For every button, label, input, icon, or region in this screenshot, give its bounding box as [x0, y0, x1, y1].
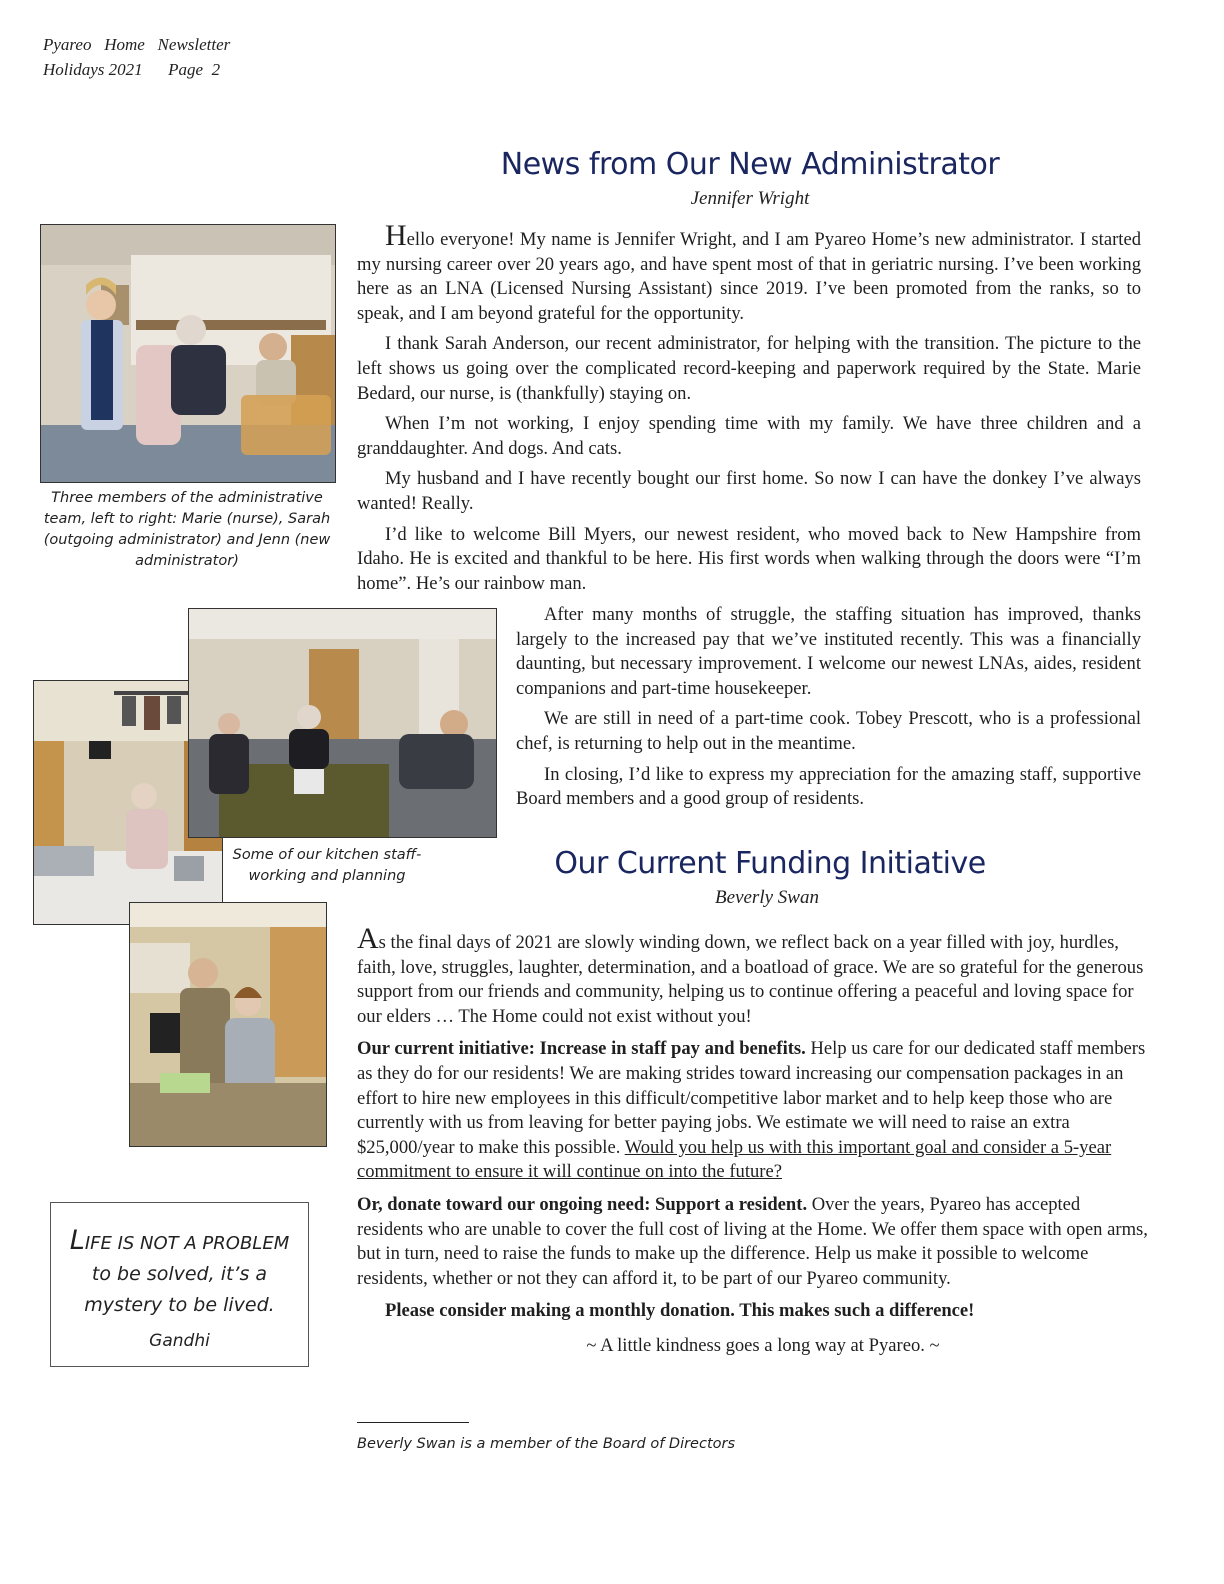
- article-byline-swan: Beverly Swan: [715, 887, 819, 908]
- admin-paragraph-6: After many months of struggle, the staffing situation has improved, thanks largely to the increased pay that we’ve instituted recently. This was a financially daunting, but necessary improvement. I welcome our newest LNAs, aides, resident companions and part-time housekeeper.: [516, 604, 1141, 699]
- article-body-administrator: [357, 219, 1141, 602]
- funding-paragraph-1: [357, 922, 1149, 1029]
- quote-rest: to be solved, it’s a mystery to be lived.: [84, 1263, 275, 1316]
- funding-paragraph-3: [357, 1193, 1149, 1291]
- admin-paragraph-5: I’d like to welcome Bill Myers, our newest resident, who moved back to New Hampshire from Idaho. He is excited and thankful to be here. His first words when walking through the doors were “I’m home”. He’s our rainbow man.: [357, 523, 1141, 594]
- admin-drop-cap: H: [385, 219, 407, 252]
- footnote-divider: [357, 1422, 469, 1423]
- admin-paragraph-2: I thank Sarah Anderson, our recent administrator, for helping with the transition. The picture to the left shows us going over the complicated record-keeping and paperwork required by the State. Marie Bedard, our nurse, is (thankfully) staying on.: [357, 333, 1141, 404]
- funding-paragraph-2-text: Help us care for our dedicated staff members as they do for our residents! We are making strides toward increasing our compensation packages in an effort to hire new employees in this difficult/competitive labor market and to help keep those who are currently with us from leaving for better paying jobs. We estimate we will need to raise an extra $25,000/year to make this possible.: [357, 1038, 1146, 1158]
- kitchen-photo-caption: Some of our kitchen staff- working and planning: [232, 847, 422, 884]
- kitchen-staff-illustration: [130, 903, 326, 1146]
- admin-team-photo: [40, 224, 336, 483]
- article-title-funding: Our Current Funding Initiative: [554, 846, 986, 881]
- kitchen-planning-illustration: [189, 609, 496, 837]
- kitchen-planning-photo: [188, 608, 497, 838]
- funding-initiative-heading: Our current initiative: Increase in staff pay and benefits.: [357, 1038, 806, 1060]
- kitchen-staff-photo: [129, 902, 327, 1147]
- funding-support-heading: Support a resident.: [650, 1193, 808, 1215]
- funding-ongoing-heading: Or, donate toward our ongoing need:: [357, 1193, 651, 1215]
- funding-commitment-request: Would you help us with this important goal and consider a 5-year commitment to ensure it will continue on into the future?: [357, 1136, 1112, 1183]
- header-line-1: Pyareo Home Newsletter: [43, 35, 231, 54]
- article-body-funding: [357, 922, 1149, 1367]
- admin-paragraph-8: In closing, I’d like to express my appreciation for the amazing staff, supportive Board members and a good group of residents.: [516, 763, 1141, 810]
- admin-paragraph-3: When I’m not working, I enjoy spending time with my family. We have three children and a granddaughter. And dogs. And cats.: [357, 413, 1141, 459]
- article-body-administrator-continued: [516, 603, 1141, 818]
- funding-closing: ~ A little kindness goes a long way at Pyareo. ~: [586, 1334, 940, 1356]
- article-title-administrator: News from Our New Administrator: [500, 147, 1000, 182]
- quote-author: Gandhi: [149, 1331, 210, 1351]
- funding-drop-cap: A: [357, 922, 379, 955]
- author-footnote: Beverly Swan is a member of the Board of Directors: [357, 1436, 736, 1452]
- funding-paragraph-3-text: Over the years, Pyareo has accepted residents who are unable to cover the full cost of living at the Home. We offer them space with open arms, but in turn, need to raise the funds to make up the difference. Help us make it possible to welcome residents, whether or not they can afford it, to be part of our Pyareo community.: [357, 1193, 1148, 1289]
- admin-team-illustration: [41, 225, 335, 482]
- admin-paragraph-1-text: ello everyone! My name is Jennifer Wright, and I am Pyareo Home’s new administrator. I started my nursing career over 20 years ago, and have spent most of that in geriatric nursing. I’ve been working here as an LNA (Licensed Nursing Assistant) since 2019. I’ve been promoted from the ranks, so to speak, and I am beyond grateful for the opportunity.: [357, 229, 1141, 324]
- quote-initial: L: [69, 1225, 85, 1256]
- admin-paragraph-4: My husband and I have recently bought our first home. So now I can have the donkey I’ve always wanted! Really.: [357, 468, 1141, 514]
- admin-paragraph-7: We are still in need of a part-time cook. Tobey Prescott, who is a professional chef, is returning to help out in the meantime.: [516, 708, 1141, 754]
- newsletter-header: [43, 32, 230, 82]
- funding-paragraph-2: [357, 1037, 1149, 1185]
- quote-smallcaps: IFE IS NOT A PROBLEM: [84, 1233, 290, 1254]
- admin-photo-caption: Three members of the administrative team, left to right: Marie (nurse), Sarah (outgoing administrator) and Jenn (new administrator): [43, 490, 331, 569]
- admin-paragraph-1: [357, 219, 1141, 326]
- funding-paragraph-1-text: s the final days of 2021 are slowly winding down, we reflect back on a year filled with joy, hurdles, faith, love, struggles, laughter, determination, and a boatload of grace. We are so grateful for the generous support from our friends and community, helping us to continue offering a peaceful and loving space for our elders … The Home could not exist without you!: [357, 932, 1144, 1027]
- article-byline-wright: Jennifer Wright: [690, 188, 810, 209]
- quote-text: [51, 1225, 308, 1321]
- header-line-2: Holidays 2021 Page 2: [43, 60, 221, 79]
- gandhi-quote-box: [50, 1202, 309, 1367]
- funding-appeal: Please consider making a monthly donation. This makes such a difference!: [385, 1300, 975, 1322]
